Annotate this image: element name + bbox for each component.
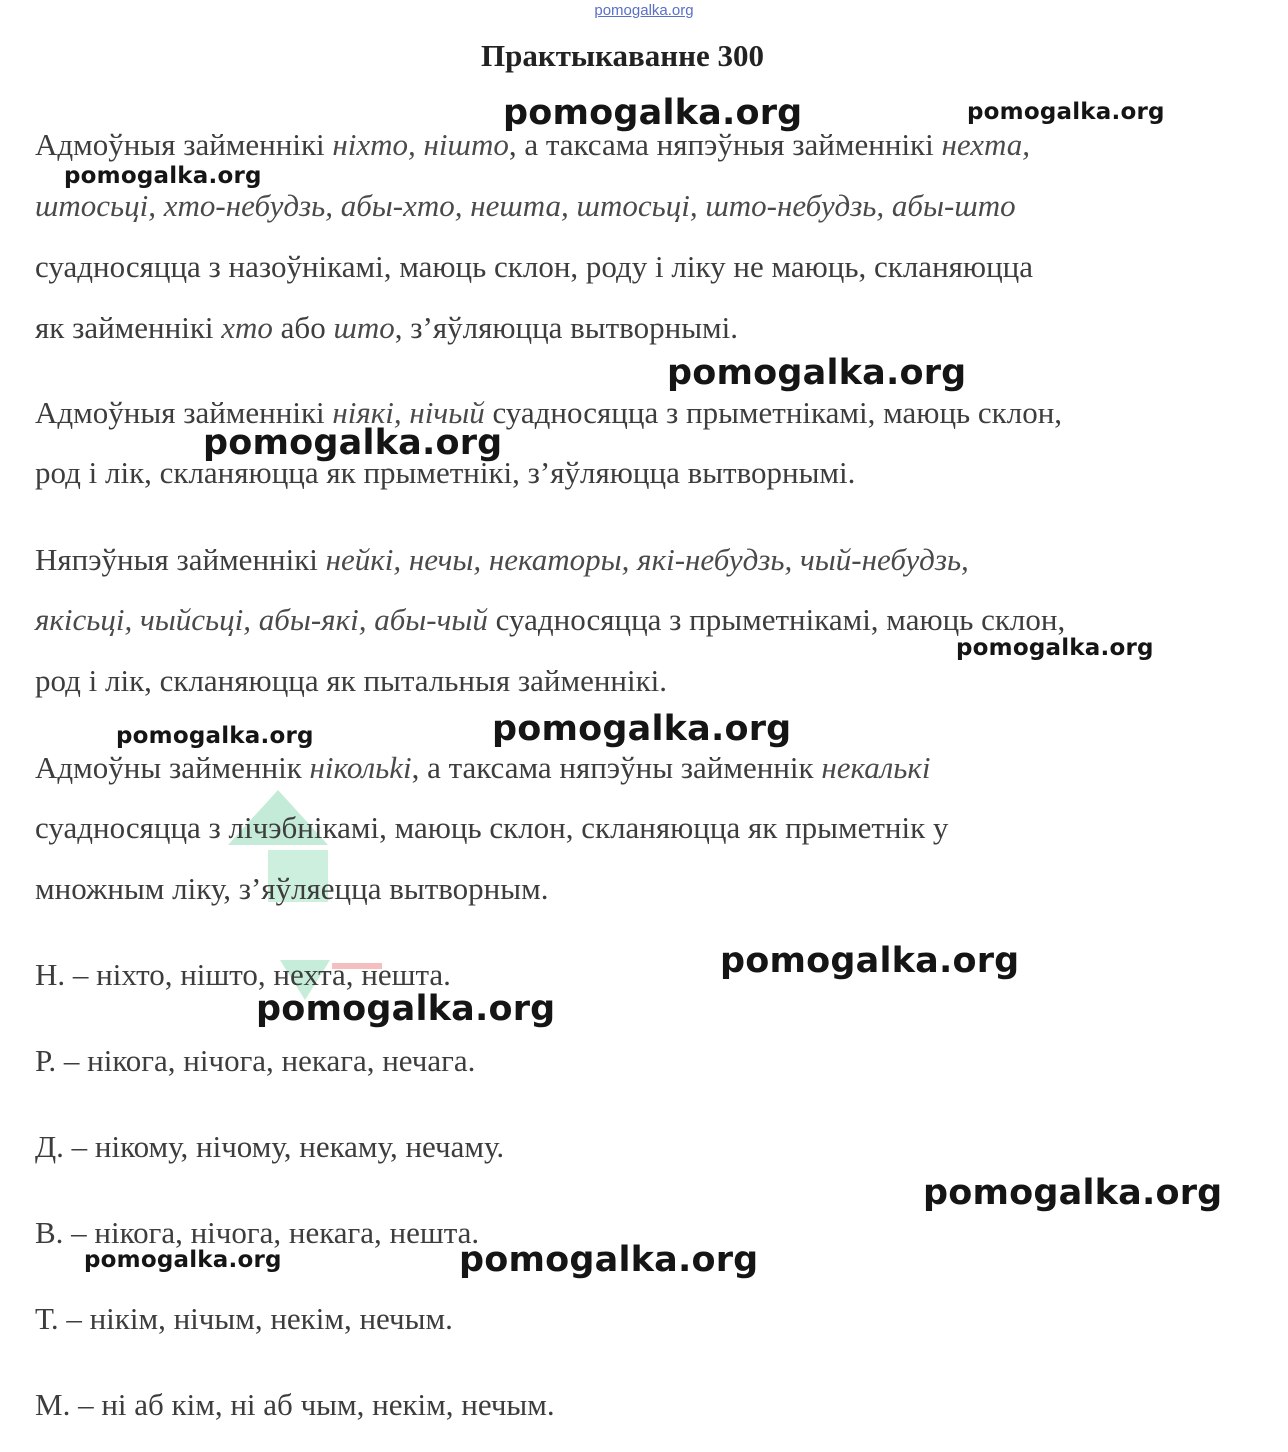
italic-text: ніякі, нічый: [332, 395, 485, 430]
watermark: pomogalka.org: [116, 723, 314, 749]
watermark: pomogalka.org: [256, 989, 556, 1029]
watermark: pomogalka.org: [492, 709, 792, 749]
case-nominative: Н. – ніхто, нішто, нехта, нешта.: [35, 957, 451, 992]
paragraph-3-line-3: [35, 661, 667, 701]
case-accusative: В. – нікога, нічога, некага, нешта.: [35, 1215, 480, 1250]
text: суадносяцца з назоўнікамі, маюць склон, роду і ліку не маюць, скланяюцца: [35, 249, 1034, 284]
text: суадносяцца з прыметнікамі, маюць склон,: [484, 395, 1063, 430]
text: , а таксама няпэўныя займеннікі: [508, 127, 942, 162]
watermark: pomogalka.org: [459, 1240, 759, 1280]
site-link[interactable]: pomogalka.org: [594, 2, 694, 19]
watermark: pomogalka.org: [667, 353, 967, 393]
italic-text: нейкі, нечы, некаторы, які-небудзь, чый-небудзь,: [325, 542, 969, 577]
text: Адмоўныя займеннікі: [35, 395, 333, 430]
text: суадносяцца з прыметнікамі, маюць склон,: [487, 602, 1066, 637]
paragraph-4-line-2: [35, 808, 948, 848]
text: Няпэўныя займеннікі: [35, 542, 326, 577]
italic-text: некалькі: [821, 750, 931, 785]
italic-text: штосьці, хто-небудзь, абы-хто, нешта, штосьці, што-небудзь, абы-што: [35, 188, 1016, 223]
paragraph-3-line-2: [35, 600, 1065, 640]
italic-text: хто: [221, 310, 273, 345]
case-instrumental: Т. – нікім, нічым, некім, нечым.: [35, 1301, 453, 1336]
text: род і лік, скланяюцца як пытальныя займеннікі.: [35, 663, 668, 698]
italic-text: нехта,: [941, 127, 1030, 162]
case-dative: Д. – нікому, нічому, некаму, нечаму.: [35, 1129, 505, 1164]
watermark: pomogalka.org: [203, 423, 503, 463]
text: множным ліку, з’яўляецца вытворным.: [35, 871, 549, 906]
watermark: pomogalka.org: [956, 635, 1154, 661]
watermark: pomogalka.org: [503, 93, 803, 133]
case-locative: М. – ні аб кім, ні аб чым, некім, нечым.: [35, 1387, 555, 1422]
text: або: [272, 310, 334, 345]
italic-text: якісьці, чыйсьці, абы-які, абы-чый: [35, 602, 488, 637]
text: суадносяцца з лічэбнікамі, маюць склон, скланяюцца як прыметнік у: [35, 810, 949, 845]
watermark: pomogalka.org: [64, 163, 262, 189]
text: род і лік, скланяюцца як прыметнікі, з’яўляюцца вытворнымі.: [35, 455, 856, 490]
watermark: pomogalka.org: [967, 99, 1165, 125]
text: , а таксама няпэўны займеннік: [411, 750, 822, 785]
text: Адмоўны займеннік: [35, 750, 310, 785]
italic-text: што: [333, 310, 395, 345]
text: Адмоўныя займеннікі: [35, 127, 333, 162]
paragraph-2-line-1: [35, 393, 1062, 433]
watermark: pomogalka.org: [923, 1173, 1223, 1213]
paragraph-1-line-3: [35, 247, 1033, 287]
italic-text: нікольki: [309, 750, 412, 785]
paragraph-1-line-4: [35, 308, 738, 348]
paragraph-4-line-3: [35, 869, 548, 909]
paragraph-4-line-1: [35, 748, 930, 788]
italic-text: ніхто, нішто: [332, 127, 509, 162]
text: як займеннікі: [35, 310, 222, 345]
case-genitive: Р. – нікога, нічога, некага, нечага.: [35, 1043, 476, 1078]
paragraph-3-line-1: [35, 540, 969, 580]
watermark: pomogalka.org: [720, 941, 1020, 981]
paragraph-1-line-2: [35, 186, 1016, 226]
text: , з’яўляюцца вытворнымі.: [394, 310, 739, 345]
watermark: pomogalka.org: [84, 1247, 282, 1273]
page-title: Практыкаванне 300: [480, 38, 764, 73]
